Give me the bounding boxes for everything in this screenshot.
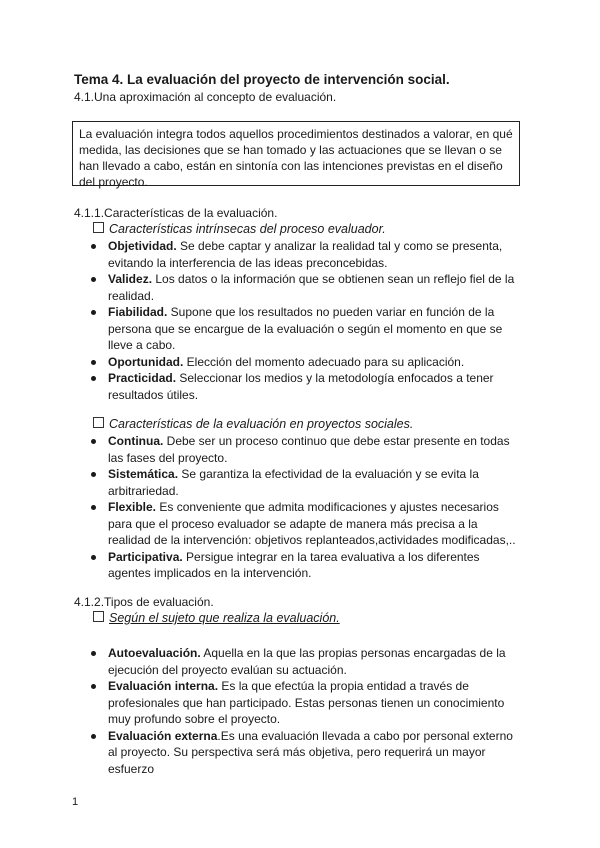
section-4-1-heading: 4.1.Una aproximación al concepto de evaluación.: [74, 90, 337, 104]
social-characteristics-list: [0, 433, 600, 582]
item-text: Aquella en la que las propias personas encargadas de la ejecución del proyecto evalúan su actuación.: [108, 646, 506, 677]
subheading-label: Características de la evaluación en proyectos sociales.: [109, 417, 414, 431]
list-item: [0, 499, 520, 549]
definition-box: La evaluación integra todos aquellos procedimientos destinados a valorar, en qué medida, las decisiones que se han tomado y las actuaciones que se llevan o se han llevado a cabo, están en sintonía con las intenciones previstas en el diseño del proyecto.: [72, 121, 520, 186]
item-term: Evaluación interna.: [108, 679, 219, 693]
bullet-icon: [91, 734, 96, 739]
list-item: [0, 645, 520, 678]
bullet-icon: [91, 555, 96, 560]
item-term: Fiabilidad.: [108, 305, 168, 319]
bullet-icon: [91, 472, 96, 477]
item-text: Persigue integrar en la tarea evaluativa a los diferentes agentes implicados en la intervención.: [108, 549, 480, 580]
item-term: Objetividad.: [108, 239, 177, 253]
item-text: Debe ser un proceso continuo que debe estar presente en todas las fases del proyecto.: [108, 434, 510, 465]
item-term: Validez.: [108, 272, 153, 286]
list-item: [0, 354, 520, 371]
page-title: Tema 4. La evaluación del proyecto de intervención social.: [74, 72, 450, 87]
item-text: Los datos o la información que se obtienen sean un reflejo fiel de la realidad.: [108, 272, 515, 303]
subheading-label: Características intrínsecas del proceso evaluador.: [109, 222, 386, 236]
section-4-1-1-heading: 4.1.1.Características de la evaluación.: [74, 206, 278, 220]
item-term: Practicidad.: [108, 371, 177, 385]
item-term: Sistemática.: [108, 467, 179, 481]
bullet-icon: [91, 376, 96, 381]
list-item: [0, 549, 520, 582]
item-term: Participativa.: [108, 549, 183, 564]
evaluation-types-list: [0, 645, 600, 777]
item-text: Se garantiza la efectividad de la evaluación y se evita la arbitrariedad.: [108, 467, 479, 498]
bullet-icon: [91, 505, 96, 510]
list-item: [0, 678, 520, 728]
item-term: Evaluación externa: [108, 728, 218, 743]
subheading-label: Según el sujeto que realiza la evaluación.: [109, 611, 340, 625]
list-item: [0, 466, 520, 499]
list-item: [0, 728, 520, 778]
item-text: Es conveniente que admita modificaciones y ajustes necesarios para que el proceso evaluador se adapte de manera más precisa a la realidad de la intervención: objetivos replanteados,actividades modificadas,..: [108, 500, 516, 547]
list-item: [0, 370, 520, 403]
item-text: Es la que efectúa la propia entidad a través de profesionales que han participado. Estas personas tienen un conocimiento muy profundo sobre el proyecto.: [108, 679, 505, 726]
section-4-1-2-heading: 4.1.2.Tipos de evaluación.: [74, 595, 214, 609]
item-term: Flexible.: [108, 500, 157, 514]
bullet-icon: [91, 277, 96, 282]
item-text: Se debe captar y analizar la realidad tal y como se presenta, evitando la interferencia de las ideas preconcebidas.: [108, 239, 503, 270]
list-item: [0, 433, 520, 466]
subheading-subject: [93, 611, 340, 625]
item-text: .Es una evaluación llevada a cabo por personal externo al proyecto. Su perspectiva será más objetiva, pero requerirá un mayor esfuerzo: [108, 728, 513, 776]
subheading-social-projects: [93, 417, 413, 431]
item-text: Supone que los resultados no pueden variar en función de la persona que se encargue de la evaluación o según el momento en que se lleve a cabo.: [108, 305, 503, 352]
bullet-icon: [91, 651, 96, 656]
page-number: 1: [72, 796, 79, 808]
checkbox-icon: [93, 222, 104, 233]
item-text: Seleccionar los medios y la metodología enfocados a tener resultados útiles.: [108, 371, 494, 402]
list-item: [0, 304, 520, 354]
bullet-icon: [91, 310, 96, 315]
item-term: Continua.: [108, 434, 164, 448]
bullet-icon: [91, 439, 96, 444]
item-text: Elección del momento adecuado para su aplicación.: [183, 354, 465, 369]
bullet-icon: [91, 684, 96, 689]
item-term: Oportunidad.: [108, 354, 184, 369]
item-term: Autoevaluación.: [108, 646, 201, 660]
checkbox-icon: [93, 417, 104, 428]
bullet-icon: [91, 244, 96, 249]
list-item: [0, 271, 520, 304]
checkbox-icon: [93, 611, 104, 622]
bullet-icon: [91, 360, 96, 365]
list-item: [0, 238, 520, 271]
intrinsic-characteristics-list: [0, 238, 600, 403]
subheading-intrinsic: [93, 222, 386, 236]
